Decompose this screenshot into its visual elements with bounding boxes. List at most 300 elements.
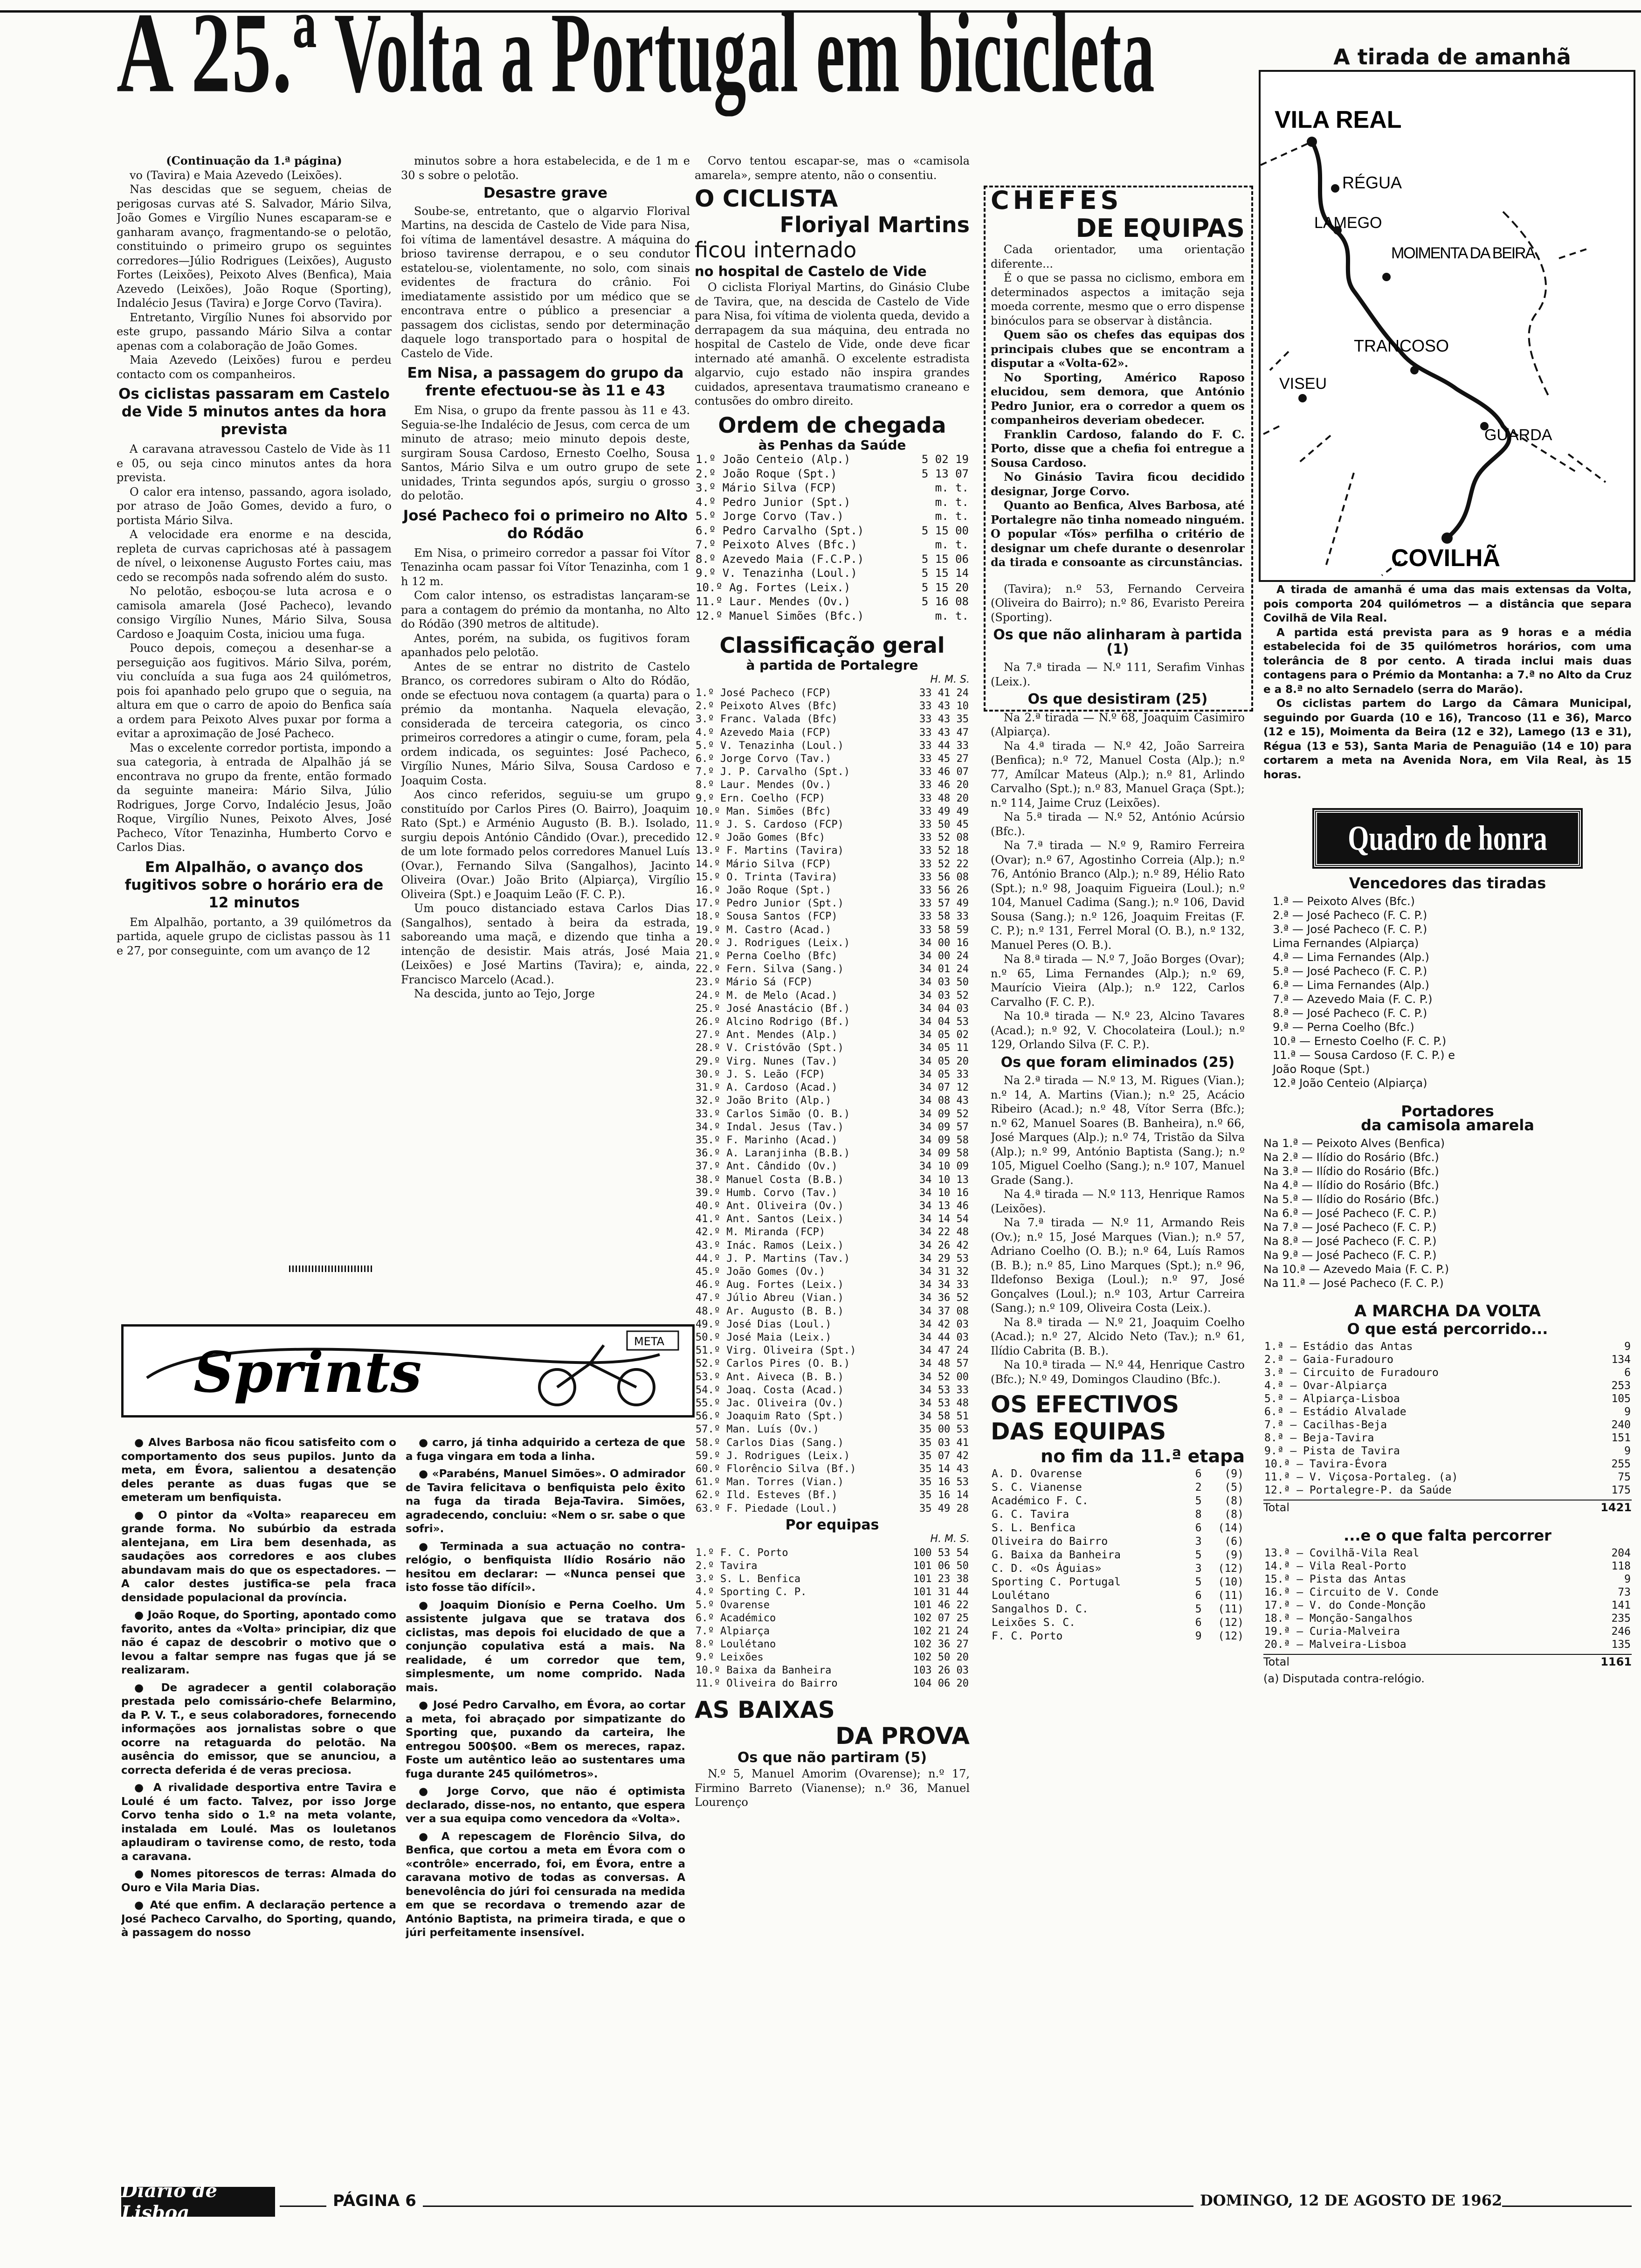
table-cell: 3 [1195,1563,1202,1575]
chefes-title-2: DE EQUIPAS [1076,214,1245,243]
table-cell: 34 00 16 [919,937,969,949]
table-cell: 14.º Mário Silva (FCP) [696,858,832,870]
table-cell: 56.º Joaquim Rato (Spt.) [696,1411,844,1423]
table-cell: 35 00 53 [919,1424,969,1436]
table-row [695,818,970,831]
table-cell: 34.º Indal. Jesus (Tav.) [696,1121,844,1133]
table-row [695,1187,970,1200]
table-cell: (11) [1218,1603,1244,1615]
table-cell: 34 09 52 [919,1108,969,1120]
table-cell: (8) [1224,1495,1244,1507]
sprint-note-text: Terminada a sua actuação no contra-relógio, o benfiquista Ilídio Rosário não hesitou em declarar: — «Nunca pensei que isto fosse tão difícil». [406,1540,685,1594]
paragraph: Aos cinco referidos, seguiu-se um grupo constituído por Carlos Pires (O. Bairro), Joaquim Rato (Spt.) e Arménio Augusto (B. B.). Isolado, surgiu depois António Cândido (Ovar.), precedido de um lote formado pelos corredores Manuel Luís (Ovar.), Fernando Silva (Sangalhos), Jacinto Oliveira (Ovar.) João Brito (Alpiarça), Virgílio Oliveira (Spt.) e Joaquim Leão (F. C. P.). [401,788,690,901]
table-row [695,1344,970,1357]
table-row [1263,1405,1632,1418]
list-item: João Roque (Spt.) [1273,1062,1370,1076]
table-cell: 50.º José Maia (Leix.) [696,1331,832,1343]
table-cell: 5 13 07 [921,467,969,480]
table-row [695,495,970,510]
table-cell: 33 43 10 [919,700,969,712]
table-cell: 27.º Ant. Mendes (Alp.) [696,1029,838,1041]
table-row [1263,1471,1632,1484]
sprint-note-text: José Pedro Carvalho, em Évora, ao cortar a meta, foi abraçado por simpatizante do Sporting que, puxando da carteira, lhe entregou 500$00. «Bem os mereces, rapaz. Foste um autêntico leão ao sustentares uma fuga durante 245 quilómetros». [406,1699,685,1780]
table-row [695,700,970,713]
table-cell: 34 13 46 [919,1200,969,1212]
paragraph: Na 2.ª tirada — N.º 13, M. Rigues (Vian.); n.º 14, A. Martins (Vian.); n.º 25, Acácio Ribeiro (Acad.); n.º 48, Vítor Serra (Bfc.); n.º 62, Manuel Soares (B. Banheira), n.º 66, José Marques (Alp.); n.º 74, Tristão da Silva (Alp.); n.º 99, António Baptista (Sang.); n.º 105, Miguel Coelho (Sang.); n.º 107, Manuel Grade (Sang.). [991,1074,1245,1187]
table-cell: 102 36 27 [913,1638,969,1650]
table-cell: 35 16 53 [919,1476,969,1488]
table-cell: 34 44 03 [919,1331,969,1343]
table-cell: 9 [1624,1405,1631,1418]
bullet-icon: ● [419,1599,441,1611]
table-cell: 4.º Sporting C. P. [696,1586,807,1598]
bullet-icon: ● [134,1681,161,1694]
route-map-svg [1261,72,1634,580]
table-row [695,740,970,753]
table-row [695,976,970,989]
list-item: 1.ª — Peixoto Alves (Bfc.) [1273,894,1415,908]
table-row [991,1589,1245,1603]
table-cell: 7.ª — Cacilhas-Beja [1264,1418,1387,1431]
table-cell: 59.º J. Rodrigues (Leix.) [696,1450,850,1462]
table-row [695,858,970,871]
table-row [695,871,970,884]
list-item: 6.ª — Lima Fernandes (Alp.) [1273,978,1429,992]
table-cell: 10.º Man. Simões (Bfc) [696,805,832,817]
table-cell: 34 14 54 [919,1213,969,1225]
headline-number: A 25.ª [117,0,318,117]
list-item: Na 2.ª — Ilídio do Rosário (Bfc.) [1263,1150,1439,1164]
table-cell: 17.º Pedro Junior (Spt.) [696,898,844,910]
table-row [695,1108,970,1121]
table-cell: 25.º José Anastácio (Bf.) [696,1003,850,1015]
table-row [695,1547,970,1560]
table-row [1263,1366,1632,1379]
sprint-note-text: A repescagem de Florêncio Silva, do Benfica, que cortou a meta em Évora com o «contrôle» encerrado, foi, em Évora, entre a caravana motivo de todas as conversas. A benevolência do júri foi censurada na medida em que se recordava o tremendo azar de António Baptista, na primeira tirada, e que o júri perfeitamente insensível. [406,1830,685,1939]
sprint-note [406,1467,685,1536]
table-cell: 58.º Carlos Dias (Sang.) [696,1437,844,1449]
table-row [695,766,970,779]
table-cell: 34 05 02 [919,1029,969,1041]
meta-sign-label: META [634,1335,665,1348]
table-cell: 34 47 24 [919,1345,969,1357]
footer-logo [121,2180,275,2224]
table-cell: 41.º Ant. Santos (Leix.) [696,1213,844,1225]
sprint-note [406,1540,685,1595]
table-cell: 63.º F. Piedade (Loul.) [696,1502,838,1514]
table-cell: 4.º Azevedo Maia (FCP) [696,726,832,739]
paragraph: Pouco depois, começou a desenhar-se a perseguição aos fugitivos. Mário Silva, porém, viu concluída a sua fuga aos 24 quilómetros, pois foi apanhado pelo grupo que o seguia, na altura em que o carro de apoio do Benfica saía a ordem para Peixoto Alves puxar por forma a evitar a aproximação de José Pacheco. [117,642,392,740]
paragraph: No Sporting, Américo Raposo elucidou, sem demora, que António Pedro Junior, era o corredor a quem os companheiros deveriam obedecer. [991,370,1245,427]
table-cell: 34 36 52 [919,1292,969,1304]
table-cell: 17.ª — V. do Conde-Monção [1264,1599,1426,1611]
table-cell: 6 [1195,1590,1202,1602]
table-cell: 8.ª — Beja-Tavira [1264,1431,1374,1444]
table-cell: 49.º José Dias (Loul.) [696,1318,832,1330]
table-row [695,910,970,923]
table-row [695,1502,970,1515]
table-cell: (10) [1218,1576,1244,1588]
table-row [695,1489,970,1502]
table-cell: 118 [1611,1560,1631,1572]
table-cell: 34 34 33 [919,1279,969,1291]
table-cell: 100 53 54 [913,1547,969,1559]
table-cell: 73 [1618,1586,1631,1598]
table-row [1263,1599,1632,1612]
table-cell: 9.º V. Tenazinha (Loul.) [696,567,857,580]
table-row [1263,1458,1632,1471]
table-row [695,581,970,595]
table-cell: 33 45 27 [919,753,969,765]
table-cell: 34 53 48 [919,1397,969,1409]
table-row [695,1226,970,1239]
list-item: Na 6.ª — José Pacheco (F. C. P.) [1263,1206,1437,1220]
table-cell: 34 22 48 [919,1226,969,1238]
sprint-note [406,1436,685,1464]
table-row [1263,1547,1632,1560]
sprint-note-text: Joaquim Dionísio e Perna Coelho. Um assistente julgava que se tratava dos ciclistas, mas depois foi elucidado de que a conjunção copulativa está a mais. Na realidade, é um corredor que tem, simplesmente, um nome comprido. Nada mais. [406,1599,685,1694]
table-cell: Oliveira do Bairro [992,1535,1108,1548]
table-cell: m. t. [935,609,969,622]
falta-title: ...e o que falta percorrer [1344,1527,1551,1544]
table-row [695,1016,970,1029]
list-item: 3.ª — José Pacheco (F. C. P.) [1273,922,1427,936]
table-cell: 34 09 57 [919,1121,969,1133]
table-cell: 33 56 08 [919,871,969,883]
paragraph: Na 10.ª tirada — N.º 44, Henrique Castro (Bfc.); N.º 49, Domingos Claudino (Bfc.). [991,1358,1245,1386]
table-cell: 5 15 14 [921,567,969,580]
table-cell: 34 26 42 [919,1239,969,1252]
table-cell: 5 15 00 [921,524,969,537]
table-row [695,1068,970,1081]
bullet-icon: ● [134,1609,148,1621]
table-cell: 33 44 33 [919,740,969,752]
headline-internado: ficou internado [695,237,857,263]
table-cell: 55.º Jac. Oliveira (Ov.) [696,1397,844,1409]
table-row [695,1081,970,1094]
table-cell: 103 26 03 [913,1664,969,1676]
table-cell: 20.ª — Malveira-Lisboa [1264,1638,1407,1651]
list-item: 2.ª — José Pacheco (F. C. P.) [1273,908,1427,922]
table-cell: (9) [1224,1549,1244,1561]
table-row [695,1331,970,1344]
table-row [695,609,970,623]
table-row [695,595,970,609]
table-row [1263,1353,1632,1366]
paragraph: Corvo tentou escapar-se, mas o «camisola amarela», sempre atento, não o consentiu. [695,154,970,182]
sprint-note [121,1867,396,1895]
table-cell: 75 [1618,1471,1631,1483]
bike-wheel-icon [539,1369,575,1405]
sprint-note [121,1681,396,1778]
nao-alinharam-title: Os que não alinharam à partida (1) [993,627,1242,657]
paragraph: No Ginásio Tavira ficou decidido designar, Jorge Corvo. [991,470,1245,498]
table-cell: 35 14 43 [919,1463,969,1475]
table-row [695,452,970,467]
table-cell: 34 29 53 [919,1252,969,1265]
bullet-icon: ● [419,1785,448,1798]
table-cell: 2.º Peixoto Alves (Bfc) [696,700,838,712]
table-row [1263,1586,1632,1599]
table-row [991,1521,1245,1535]
table-cell: 4.º Pedro Junior (Spt.) [696,495,851,509]
table-cell: 5 16 08 [921,595,969,608]
table-cell: 3 [1195,1535,1202,1548]
table-cell: 5 15 06 [921,552,969,566]
table-cell: 12.ª — Portalegre-P. da Saúde [1264,1484,1452,1496]
table-cell: 52.º Carlos Pires (O. B.) [696,1358,850,1370]
table-row [695,989,970,1003]
map-label-moimenta: MOIMENTA DA BEIRA [1391,244,1536,262]
table-row [991,1535,1245,1549]
map-label-covilha: COVILHÃ [1391,545,1500,572]
table-cell: 3.ª — Circuito de Furadouro [1264,1366,1439,1379]
table-cell: 141 [1611,1599,1631,1611]
equipas-table [695,1547,970,1690]
quadro-de-honra-label: Quadro de honra [1348,818,1547,858]
table-cell: 9 [1624,1573,1631,1585]
list-item: 7.ª — Azevedo Maia (F. C. P.) [1273,992,1433,1006]
table-row [695,467,970,481]
vencedores-list [1263,894,1632,1090]
table-row [1263,1340,1632,1353]
paragraph: Na 7.ª tirada — N.º 111, Serafim Vinhas (Leix.). [991,661,1245,688]
table-row [695,1371,970,1384]
equipas-header: H. M. S. [930,1533,970,1545]
table-cell: 34 00 24 [919,950,969,962]
table-cell: 101 06 50 [913,1560,969,1572]
table-cell: 9 [1624,1445,1631,1457]
baixas-title-2: DA PROVA [835,1722,970,1749]
table-cell: 33 43 35 [919,713,969,726]
bullet-icon: ● [134,1437,149,1449]
table-cell: 35 07 42 [919,1450,969,1462]
table-cell: G. Baixa da Banheira [992,1549,1121,1561]
percorrido-title: O que está percorrido... [1347,1320,1548,1338]
paragraph: Em Alpalhão, portanto, a 39 quilómetros da partida, aquele grupo de ciclistas passou às 11 e 27, por conseguinte, com um avanço de 12 [117,915,392,957]
table-row [991,1630,1245,1643]
table-row [695,844,970,857]
town-marker [1307,137,1317,147]
table-cell: 204 [1611,1547,1631,1559]
table-cell: 7.º Peixoto Alves (Bfc.) [696,538,857,551]
table-row [695,1423,970,1436]
table-row [695,481,970,495]
table-cell: A. D. Ovarense [992,1468,1082,1480]
paragraph: Os ciclistas partem do Largo da Câmara Municipal, seguindo por Guarda (10 e 16), Trancoso (11 e 36), Marco (12 e 15), Moimenta da Beira (12 e 32), Lamego (13 e 31), Régua (13 e 53), Santa Maria de Penaguião (14 e 10) para cortarem a meta na Avenida Nora, em Vila Real, às 15 horas. [1263,698,1632,781]
table-row [695,1147,970,1160]
list-item: 11.ª — Sousa Cardoso (F. C. P.) e [1273,1048,1455,1062]
table-cell: 16.º João Roque (Spt.) [696,885,832,897]
table-cell: 101 46 22 [913,1599,969,1611]
bullet-icon: ● [134,1509,159,1521]
baixas-title: AS BAIXAS [695,1696,835,1723]
table-cell: 33 43 47 [919,726,969,739]
footnote: (a) Disputada contra-relógio. [1263,1672,1425,1685]
table-cell: Sangalhos D. C. [992,1603,1089,1615]
table-cell: 15.º O. Trinta (Tavira) [696,871,838,883]
table-cell: 8.º Laur. Mendes (Ov.) [696,779,832,791]
table-cell: (12) [1218,1630,1244,1642]
table-cell: (8) [1224,1508,1244,1521]
subheading: Os ciclistas passaram em Castelo de Vide 5 minutos antes da hora prevista [118,386,390,438]
table-cell: 9.º Ern. Coelho (FCP) [696,792,826,804]
classificacao-subtitle: à partida de Portalegre [746,657,918,673]
table-row [991,1467,1245,1481]
table-cell: 10.º Baixa da Banheira [696,1664,832,1676]
table-cell: 5 15 20 [921,581,969,594]
table-row [695,1625,970,1638]
page-date: DOMINGO, 12 DE AGOSTO DE 1962 [1193,2192,1502,2209]
table-row [695,1476,970,1489]
table-row [695,1213,970,1226]
paragraph: A caravana atravessou Castelo de Vide às 11 e 05, ou seja cinco minutos antes da hora prevista. [117,443,392,484]
table-cell: F. C. Porto [992,1630,1063,1642]
total-falta-row [1263,1654,1632,1669]
table-row [695,1612,970,1625]
table-cell: 246 [1611,1625,1631,1638]
table-row [695,1638,970,1651]
quadro-de-honra-banner [1314,810,1581,867]
table-cell: 33 48 20 [919,792,969,804]
table-cell: 26.º Alcino Rodrigo (Bf.) [696,1016,850,1028]
table-cell: 105 [1611,1392,1631,1405]
table-cell: 21.º Perna Coelho (Bfc) [696,950,838,962]
table-row [1263,1573,1632,1586]
headline-hospital: no hospital de Castelo de Vide [695,263,927,279]
bullet-icon: ● [419,1699,433,1711]
table-row [695,1029,970,1042]
map-label-guarda: GUARDA [1484,426,1552,444]
table-cell: 54.º Joaq. Costa (Acad.) [696,1384,844,1396]
table-row [695,1318,970,1331]
table-cell: 14.ª — Vila Real-Porto [1264,1560,1407,1572]
table-cell: 29.º Virg. Nunes (Tav.) [696,1055,838,1067]
table-cell: (12) [1218,1617,1244,1629]
paragraph: Um pouco distanciado estava Carlos Dias (Sangalhos), sentado à beira da estrada, saboreando uma maçã, e dizendo que tinha a intenção de desistir. Mais atrás, José Maia (Leixões) e José Martins (Tavira); e, ainda, Francisco Marcelo (Acad.). [401,902,690,986]
map-label-regua: RÉGUA [1342,173,1402,192]
table-cell: 5 [1195,1603,1202,1615]
road-lines [1261,142,1606,575]
table-cell: 62.º Ild. Esteves (Bf.) [696,1489,838,1501]
table-row [695,1160,970,1173]
table-row [695,753,970,766]
table-cell: 33 56 26 [919,885,969,897]
sprint-note [121,1436,396,1505]
table-cell: 13.º F. Martins (Tavira) [696,845,844,857]
chefes-column [991,187,1245,2159]
paragraph: No pelotão, esboçou-se luta acrosa e o camisola amarela (José Pacheco), levando consigo Virgílio Nunes, Mário Silva, Sousa Cardoso e Joaquim Costa, iniciou uma fuga. [117,585,392,641]
table-cell: 19.º M. Castro (Acad.) [696,924,832,936]
table-cell: 34 05 11 [919,1042,969,1054]
article-column-1 [117,154,392,1044]
table-row [695,726,970,740]
portadores-title: Portadores [1401,1102,1494,1120]
paragraph: Na 5.ª tirada — N.º 52, António Acúrsio (Bfc.). [991,810,1245,838]
list-item: Na 11.ª — José Pacheco (F. C. P.) [1263,1276,1444,1290]
sprint-note [121,1609,396,1678]
table-cell: 104 06 20 [913,1677,969,1689]
bullet-icon: ● [419,1437,433,1449]
paragraph: Soube-se, entretanto, que o algarvio Florival Martins, na descida de Castelo de Vide para Nisa, foi vítima de lamentável desastre. A máquina do brioso tavirense derrapou, e o seu condutor estatelou-se, violentamente, no solo, com sinais evidentes de fractura do crânio. Foi imediatamente assistido por um médico que se encontrava entre o público a presenciar a passagem dos ciclistas, sendo por determinação daquele logo transportado para o hospital de Castelo de Vide. [401,204,690,360]
table-cell: S. L. Benfica [992,1522,1076,1534]
table-cell: 35 49 28 [919,1502,969,1514]
table-cell: (14) [1218,1522,1244,1534]
table-row [991,1562,1245,1576]
paragraph: minutos sobre a hora estabelecida, e de 1 m e 30 s sobre o pelotão. [401,154,690,182]
table-row [695,1397,970,1410]
table-cell: 35 03 41 [919,1437,969,1449]
classificacao-header: H. M. S. [930,673,970,685]
table-row [991,1549,1245,1562]
percorrido-table [1263,1340,1632,1497]
table-cell: 3.º S. L. Benfica [696,1573,801,1585]
map-label-viseu: VISEU [1279,375,1327,393]
nao-partiram-title: Os que não partiram (5) [737,1749,927,1766]
sprints-logo: Sprints [193,1340,422,1405]
table-cell: 3.º Franc. Valada (Bfc) [696,713,838,726]
table-cell: C. D. «Os Águias» [992,1563,1102,1575]
ordem-subtitle: às Penhas da Saúde [758,437,906,453]
table-row [695,1463,970,1476]
sprint-note-text: Alves Barbosa não ficou satisfeito com o comportamento dos seus pupilos. Junto da meta, em Évora, salientou a desatenção deles perante as duas fugas que se emeteram um benfiquista. [121,1437,396,1504]
table-cell: 24.º M. de Melo (Acad.) [696,989,838,1002]
table-row [695,687,970,700]
table-cell: 34 37 08 [919,1305,969,1317]
sprint-note [406,1830,685,1940]
table-cell: 5 [1195,1576,1202,1588]
table-row [695,1384,970,1397]
table-cell: 23.º Mário Sá (FCP) [696,976,813,989]
table-row [695,713,970,726]
table-cell: 175 [1611,1484,1631,1496]
table-row [1263,1638,1632,1651]
table-cell: 8.º Azevedo Maia (F.C.P.) [696,552,864,566]
table-cell: 34 04 03 [919,1003,969,1015]
table-cell: 2.º Tavira [696,1560,758,1572]
chefes-title: CHEFES [991,187,1123,215]
table-cell: 34 52 00 [919,1371,969,1383]
table-cell: 34 58 51 [919,1411,969,1423]
bike-frame-icon [557,1345,636,1387]
efectivos-table [991,1467,1245,1643]
equipas-title: Por equipas [785,1516,879,1533]
sprints-left-column [121,1436,396,2164]
portadores-subtitle: da camisola amarela [1361,1116,1534,1134]
classificacao-title: Classificação geral [719,633,945,658]
list-item: Na 10.ª — Azevedo Maia (F. C. P.) [1263,1262,1449,1276]
table-cell: 3.º Mário Silva (FCP) [696,481,837,494]
table-row [695,805,970,818]
table-cell: Leixões S. C. [992,1617,1076,1629]
table-cell: 20.º J. Rodrigues (Leix.) [696,937,850,949]
table-cell: 34 05 33 [919,1068,969,1080]
table-cell: 6.º Pedro Carvalho (Spt.) [696,524,864,537]
total-value: 1421 [1600,1500,1632,1514]
total-value: 1161 [1600,1655,1632,1668]
table-cell: 34 04 53 [919,1016,969,1028]
table-cell: 5 [1195,1495,1202,1507]
table-cell: 39.º Humb. Corvo (Tav.) [696,1187,838,1199]
table-row [695,1252,970,1265]
list-item: Na 8.ª — José Pacheco (F. C. P.) [1263,1234,1437,1248]
table-cell: 33 52 22 [919,858,969,870]
list-item: Na 4.ª — Ilídio do Rosário (Bfc.) [1263,1178,1439,1192]
table-cell: 8.º Loulétano [696,1638,776,1650]
table-row [695,509,970,524]
table-cell: 33 58 59 [919,924,969,936]
table-cell: 33 46 20 [919,779,969,791]
